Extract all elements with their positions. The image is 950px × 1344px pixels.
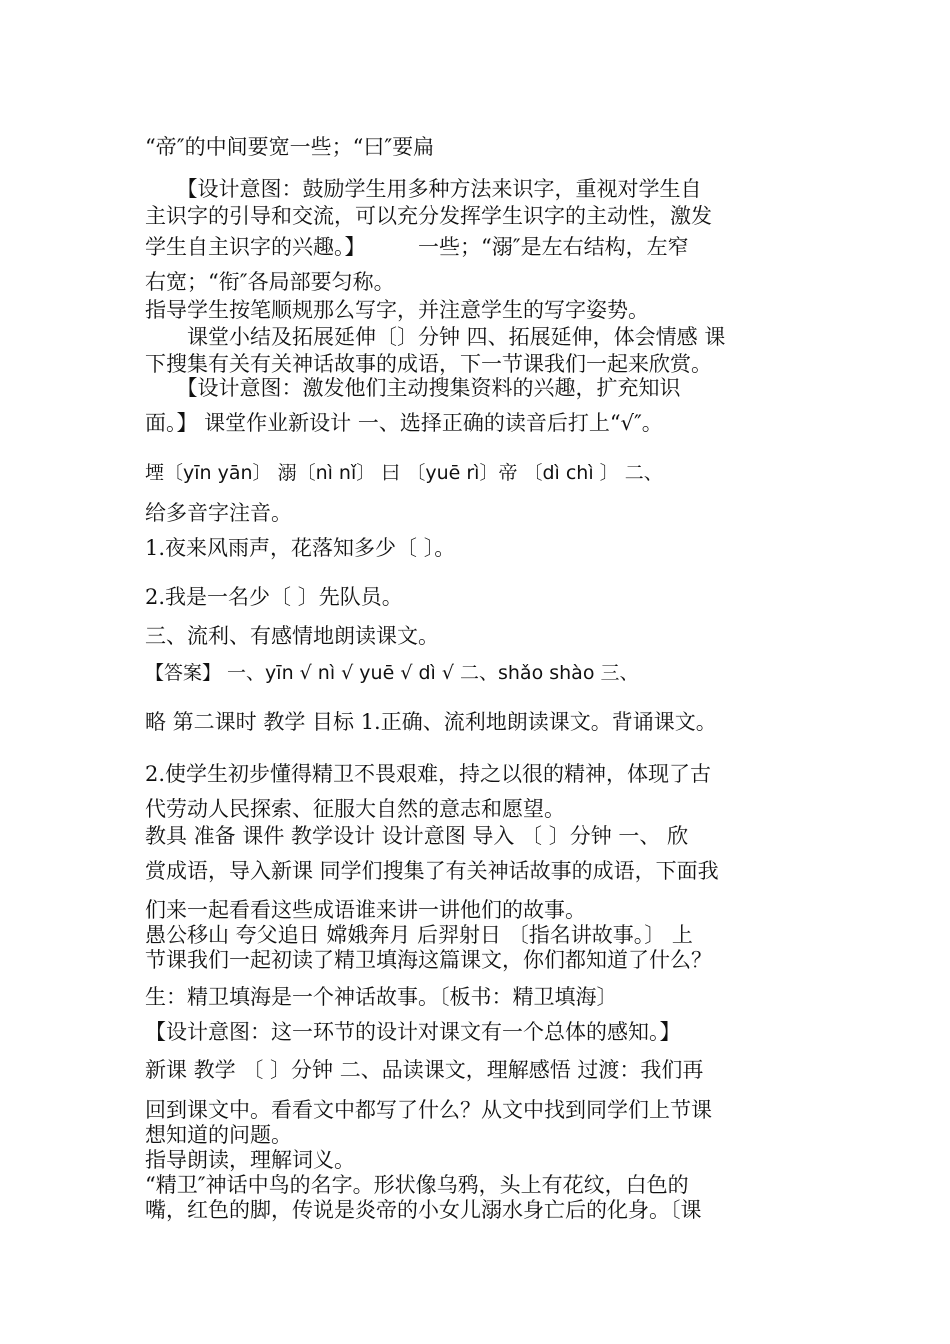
text-line: 节课我们一起初读了精卫填海这篇课文，你们都知道了什么？ [145,948,712,972]
text-line: 给多音字注音。 [145,501,292,525]
text-line: 【设计意图：鼓励学生用多种方法来识字，重视对学生自 [145,177,702,201]
text-line: 2.使学生初步懂得精卫不畏艰难，持之以很的精神，体现了古 [145,762,712,786]
text-line: 学生自主识字的兴趣。】 一些；“溺″是左右结构，左窄 [145,235,689,259]
text-line: 下搜集有关有关神话故事的成语，下一节课我们一起来欣赏。 [145,352,712,376]
text-line: 【设计意图：这一环节的设计对课文有一个总体的感知。】 [145,1020,681,1044]
text-line: 【答案】 一、yīn √ nì √ yuē √ dì √ 二、shǎo shào 三、 [145,662,639,684]
text-line: 面。】 课堂作业新设计 一、选择正确的读音后打上“√″。 [145,411,663,435]
text-line: 堙〔yīn yān〕 溺〔nì nǐ〕 曰 〔yuē rì〕帝 〔dì chì 〕 二、 [145,462,663,484]
text-line: 愚公移山 夸父追日 嫦娥奔月 后羿射日 〔指名讲故事。〕 上 [145,923,693,947]
text-line: “精卫″神话中鸟的名字。形状像乌鸦，头上有花纹，白色的 [145,1173,689,1197]
text-line: 三、流利、有感情地朗读课文。 [145,624,439,648]
text-line: 略 第二课时 教学 目标 1.正确、流利地朗读课文。背诵课文。 [145,710,717,734]
text-line: 赏成语，导入新课 同学们搜集了有关神话故事的成语，下面我 [145,859,719,883]
text-line: 嘴，红色的脚，传说是炎帝的小女儿溺水身亡后的化身。〔课 [145,1198,702,1222]
text-line: 回到课文中。看看文中都写了什么？从文中找到同学们上节课 [145,1098,712,1122]
text-line: 【设计意图：激发他们主动搜集资料的兴趣，扩充知识 [145,376,681,400]
text-line: “帝″的中间要宽一些；“曰″要扁 [145,135,435,159]
text-line: 1.夜来风雨声，花落知多少〔 〕。 [145,536,456,560]
text-line: 想知道的问题。 [145,1123,292,1147]
text-line: 2.我是一名少〔 〕先队员。 [145,585,403,609]
text-line: 指导朗读，理解词义。 [145,1148,355,1172]
text-line: 右宽；“衔″各局部要匀称。 [145,270,395,294]
text-line: 教具 准备 课件 教学设计 设计意图 导入 〔 〕分钟 一、 欣 [145,824,689,848]
text-line: 新课 教学 〔 〕分钟 二、品读课文，理解感悟 过渡：我们再 [145,1058,704,1082]
text-line: 主识字的引导和交流，可以充分发挥学生识字的主动性，激发 [145,204,712,228]
text-line: 生：精卫填海是一个神话故事。〔板书：精卫填海〕 [145,985,618,1009]
text-line: 们来一起看看这些成语谁来讲一讲他们的故事。 [145,898,586,922]
text-line: 课堂小结及拓展延伸〔〕分钟 四、拓展延伸，体会情感 课 [145,325,726,349]
text-line: 指导学生按笔顺规那么写字，并注意学生的写字姿势。 [145,298,649,322]
text-line: 代劳动人民探索、征服大自然的意志和愿望。 [145,797,565,821]
